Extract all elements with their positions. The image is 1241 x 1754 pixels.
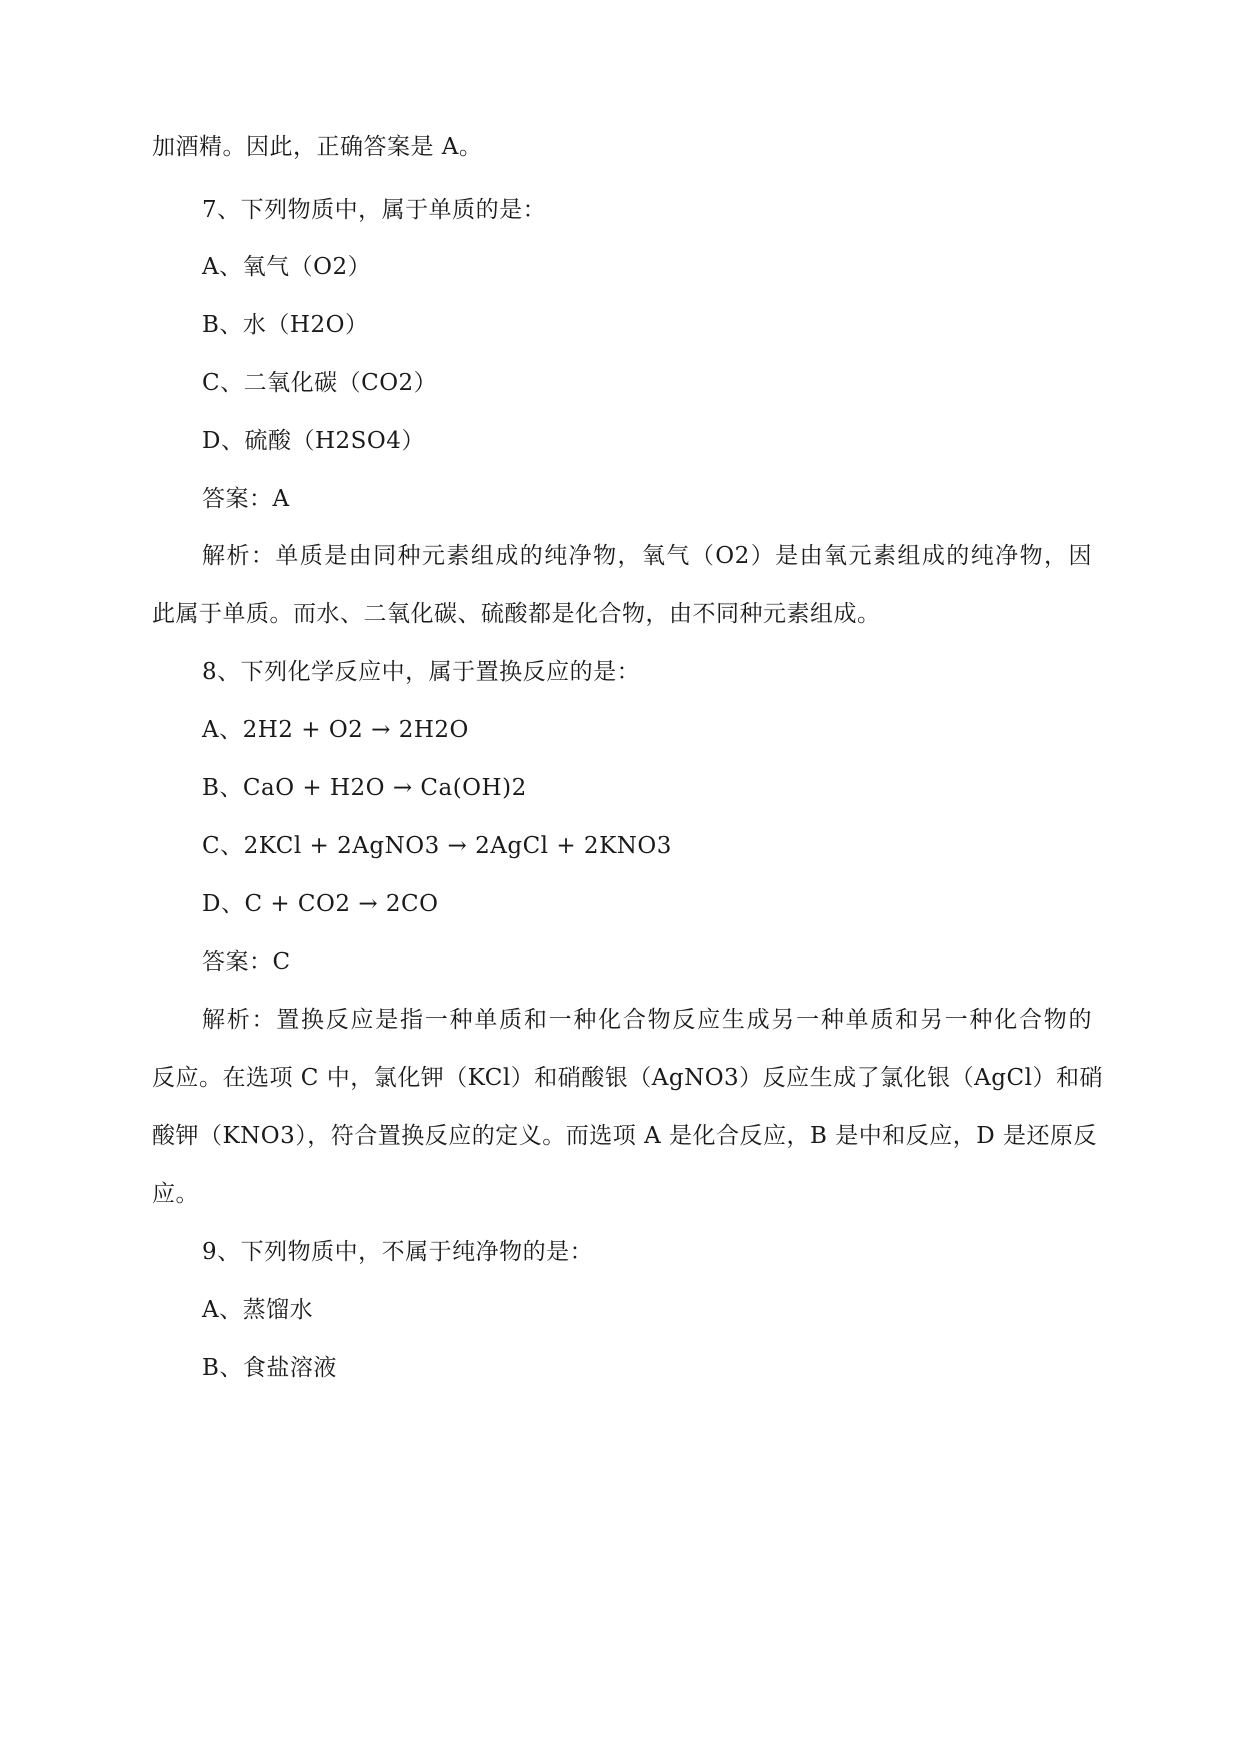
question-8-explanation-line-1: 解析：置换反应是指一种单质和一种化合物反应生成另一种单质和另一种化合物的 — [202, 1007, 1092, 1033]
question-7-explanation-line-2: 此属于单质。而水、二氧化碳、硫酸都是化合物，由不同种元素组成。 — [152, 601, 881, 627]
question-9-option-a: A、蒸馏水 — [202, 1297, 314, 1323]
question-8-option-a: A、2H2 + O2 → 2H2O — [202, 717, 469, 743]
question-7-option-c: C、二氧化碳（CO2） — [202, 370, 438, 396]
question-8-option-d: D、C + CO2 → 2CO — [202, 891, 439, 917]
question-7-answer: 答案：A — [202, 486, 290, 512]
question-8-option-c: C、2KCl + 2AgNO3 → 2AgCl + 2KNO3 — [202, 833, 672, 859]
question-8-explanation-line-3: 酸钾（KNO3），符合置换反应的定义。而选项 A 是化合反应，B 是中和反应，D 是还原反 — [152, 1123, 1097, 1149]
question-7: 7、下列物质中，属于单质的是： — [202, 197, 547, 223]
question-9-option-b: B、食盐溶液 — [202, 1355, 337, 1381]
question-8: 8、下列化学反应中，属于置换反应的是： — [202, 659, 641, 685]
question-8-answer: 答案：C — [202, 949, 291, 975]
question-8-option-b: B、CaO + H2O → Ca(OH)2 — [202, 775, 527, 801]
paragraph-continuation: 加酒精。因此，正确答案是 A。 — [152, 134, 483, 160]
question-7-option-d: D、硫酸（H2SO4） — [202, 428, 425, 454]
question-7-explanation-line-1: 解析：单质是由同种元素组成的纯净物，氧气（O2）是由氧元素组成的纯净物，因 — [202, 543, 1092, 569]
question-7-option-a: A、氧气（O2） — [202, 254, 372, 280]
question-9: 9、下列物质中，不属于纯净物的是： — [202, 1239, 594, 1265]
question-8-explanation-line-4: 应。 — [152, 1181, 199, 1207]
question-7-option-b: B、水（H2O） — [202, 312, 369, 338]
question-8-explanation-line-2: 反应。在选项 C 中，氯化钾（KCl）和硝酸银（AgNO3）反应生成了氯化银（AgCl）和硝 — [152, 1065, 1103, 1091]
